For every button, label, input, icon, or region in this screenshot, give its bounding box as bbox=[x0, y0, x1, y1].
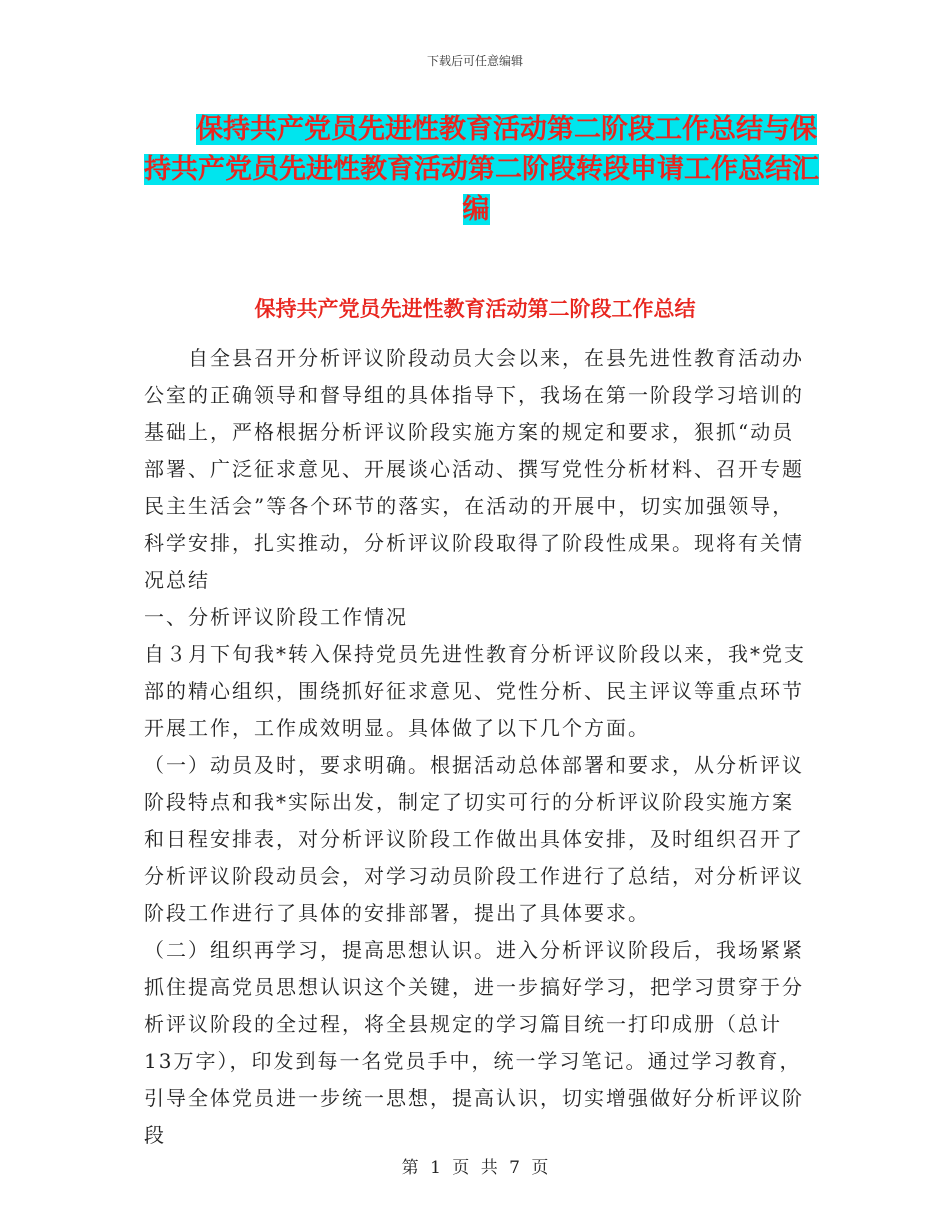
heading-part-one: 一、分析评议阶段工作情况 bbox=[144, 605, 408, 629]
header-note: 下载后可任意编辑 bbox=[426, 54, 523, 68]
paragraph-intro: 自全县召开分析评议阶段动员大会以来，在县先进性教育活动办公室的正确领导和督导组的具体指导下，我场在第一阶段学习培训的基础上，严格根据分析评议阶段实施方案的规定和要求，狠抓“动员部署、广泛征求意见、开展谈心活动、撰写党性分析材料、召开专题民主生活会”等各个环节的落实，在活动的开展中，切实加强领导，科学安排，扎实推动，分析评议阶段取得了阶段性成果。现将有关情况总结 bbox=[144, 346, 804, 592]
document-title bbox=[144, 110, 819, 230]
body-text bbox=[144, 340, 808, 1154]
section-title: 保持共产党员先进性教育活动第二阶段工作总结 bbox=[254, 297, 696, 321]
page-footer: 第 1 页 共 7 页 bbox=[401, 1158, 549, 1178]
title-line-1: 保持共产党员先进性教育活动第二阶段工作总结与保 bbox=[196, 114, 817, 145]
paragraph-overview: 自３月下旬我*转入保持党员先进性教育分析评议阶段以来，我*党支部的精心组织，围绕抓好征求意见、党性分析、民主评议等重点环节开展工作，工作成效明显。具体做了以下几个方面。 bbox=[144, 642, 806, 740]
paragraph-item-one: （一）动员及时，要求明确。根据活动总体部署和要求，从分析评议阶段特点和我*实际出发，制定了切实可行的分析评议阶段实施方案和日程安排表，对分析评议阶段工作做出具体安排，及时组织召开了分析评议阶段动员会，对学习动员阶段工作进行了总结，对分析评议阶段工作进行了具体的安排部署，提出了具体要求。 bbox=[144, 753, 804, 925]
paragraph-item-two: （二）组织再学习，提高思想认识。进入分析评议阶段后，我场紧紧抓住提高党员思想认识这个关键，进一步搞好学习，把学习贯穿于分析评议阶段的全过程，将全县规定的学习篇目统一打印成册（总计13万字），印发到每一名党员手中，统一学习笔记。通过学习教育，引导全体党员进一步统一思想，提高认识，切实增强做好分析评议阶段 bbox=[144, 938, 804, 1147]
title-line-3: 编 bbox=[462, 194, 490, 225]
title-line-2: 持共产党员先进性教育活动第二阶段转段申请工作总结汇 bbox=[144, 154, 819, 185]
